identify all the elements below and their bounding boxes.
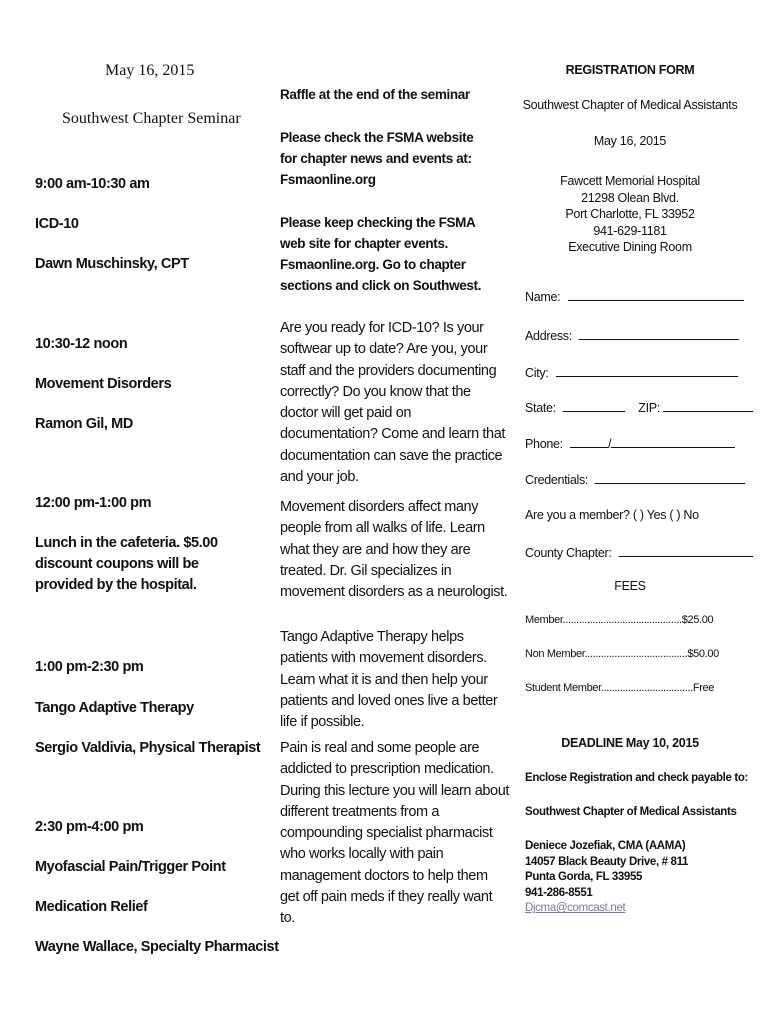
website-note: Please check the FSMA website for chapter news and events at: Fsmaonline.org bbox=[280, 130, 474, 187]
name-label: Name: bbox=[525, 290, 561, 304]
session-1-topic: ICD-10 bbox=[35, 216, 79, 232]
credentials-row bbox=[525, 471, 745, 487]
fees-title: FEES bbox=[614, 579, 646, 593]
venue-name: Fawcett Memorial Hospital bbox=[560, 174, 700, 188]
contact-email-link[interactable]: Djcma@comcast.net bbox=[525, 902, 626, 915]
venue-block bbox=[515, 173, 745, 256]
session-5-speaker: Wayne Wallace, Specialty Pharmacist bbox=[35, 939, 279, 955]
fee-member-price: $25.00 bbox=[681, 614, 714, 626]
session-5-time: 2:30 pm-4:00 pm bbox=[35, 819, 144, 835]
venue-city: Port Charlotte, FL 33952 bbox=[565, 207, 695, 221]
fee-member-label: Member............................................ bbox=[525, 614, 682, 626]
venue-room: Executive Dining Room bbox=[568, 240, 692, 254]
contact-city: Punta Gorda, FL 33955 bbox=[525, 871, 643, 884]
form-org: Southwest Chapter of Medical Assistants bbox=[522, 98, 738, 112]
address-row bbox=[525, 327, 739, 343]
city-blank[interactable] bbox=[556, 364, 738, 377]
phone-row bbox=[525, 435, 735, 451]
phone-label: Phone: bbox=[525, 437, 563, 451]
session-2-speaker: Ramon Gil, MD bbox=[35, 416, 133, 432]
chapter-events-note: Please keep checking the FSMA web site for chapter events. Fsmaonline.org. Go to chapter sections and click on Southwest. bbox=[280, 215, 482, 293]
zip-blank[interactable] bbox=[663, 399, 753, 412]
county-blank[interactable] bbox=[619, 544, 753, 557]
member-question[interactable]: Are you a member? ( ) Yes ( ) No bbox=[525, 508, 699, 522]
seminar-date: May 16, 2015 bbox=[105, 62, 195, 79]
session-2-topic: Movement Disorders bbox=[35, 376, 172, 392]
zip-label: ZIP: bbox=[638, 401, 660, 415]
phone-area-blank[interactable] bbox=[570, 435, 608, 448]
fee-student-price: Free bbox=[692, 682, 715, 694]
pain-description: Pain is real and some people are addicted to prescription medication. During this lecture you will learn about different treatments from a compounding specialist pharmacist who works locally with pain management doctors to help them get off pain meds if they really want to. bbox=[280, 740, 510, 927]
phone-number-blank[interactable] bbox=[611, 435, 735, 448]
contact-name: Deniece Jozefiak, CMA (AAMA) bbox=[525, 840, 686, 852]
fee-nonmember-label: Non Member...................................... bbox=[525, 648, 688, 660]
tango-description: Tango Adaptive Therapy helps patients with movement disorders. Learn what it is and then help your patients and loved ones live a better life if possible. bbox=[280, 629, 498, 731]
session-4-topic: Tango Adaptive Therapy bbox=[35, 700, 194, 716]
session-1-speaker: Dawn Muschinsky, CPT bbox=[35, 256, 189, 272]
icd10-description: Are you ready for ICD-10? Is your softwear up to date? Are you, your staff and the providers documenting correctly? Do you know that the doctor will get paid on documentation? Come and learn that documentation can save the practice and your job. bbox=[280, 320, 505, 486]
venue-phone: 941-629-1181 bbox=[593, 223, 667, 238]
credentials-blank[interactable] bbox=[595, 471, 745, 484]
phone-separator: / bbox=[608, 437, 612, 451]
movement-description: Movement disorders affect many people from all walks of life. Learn what they are and how they are treated. Dr. Gil specializes in movement disorders as a neurologist. bbox=[280, 499, 508, 601]
county-label: County Chapter: bbox=[525, 546, 612, 560]
contact-block bbox=[525, 839, 688, 917]
city-label: City: bbox=[525, 366, 549, 380]
contact-street: 14057 Black Beauty Drive, # 811 bbox=[525, 855, 689, 868]
deadline: DEADLINE May 10, 2015 bbox=[561, 736, 699, 750]
seminar-heading: Southwest Chapter Seminar bbox=[62, 110, 241, 127]
form-date: May 16, 2015 bbox=[593, 134, 667, 148]
session-4-time: 1:00 pm-2:30 pm bbox=[35, 659, 144, 675]
lunch-note: Lunch in the cafeteria. $5.00 discount coupons will be provided by the hospital. bbox=[35, 535, 218, 593]
session-3-time: 12:00 pm-1:00 pm bbox=[35, 495, 152, 511]
state-blank[interactable] bbox=[563, 399, 625, 412]
session-2-time: 10:30-12 noon bbox=[35, 336, 128, 352]
county-row bbox=[525, 544, 753, 560]
venue-street: 21298 Olean Blvd. bbox=[581, 190, 679, 205]
fee-student-label: Student Member.................................. bbox=[525, 682, 693, 694]
fee-nonmember bbox=[525, 648, 719, 660]
city-row bbox=[525, 364, 738, 380]
session-5-topic-2: Medication Relief bbox=[35, 899, 148, 915]
address-label: Address: bbox=[525, 329, 572, 343]
name-blank[interactable] bbox=[568, 288, 744, 301]
raffle-note: Raffle at the end of the seminar bbox=[280, 87, 470, 102]
contact-phone: 941-286-8551 bbox=[525, 886, 593, 899]
fee-member bbox=[525, 614, 713, 626]
name-row bbox=[525, 288, 744, 304]
state-label: State: bbox=[525, 401, 556, 415]
fee-nonmember-price: $50.00 bbox=[687, 648, 719, 660]
credentials-label: Credentials: bbox=[525, 473, 589, 487]
enclose-note: Enclose Registration and check payable to: bbox=[525, 772, 749, 784]
fee-student bbox=[525, 682, 714, 694]
session-4-speaker: Sergio Valdivia, Physical Therapist bbox=[35, 740, 261, 756]
session-1-time: 9:00 am-10:30 am bbox=[35, 176, 150, 192]
state-zip-row bbox=[525, 399, 753, 415]
session-5-topic: Myofascial Pain/Trigger Point bbox=[35, 859, 226, 875]
payee: Southwest Chapter of Medical Assistants bbox=[525, 806, 737, 818]
address-blank[interactable] bbox=[579, 327, 739, 340]
form-title: REGISTRATION FORM bbox=[565, 63, 695, 77]
